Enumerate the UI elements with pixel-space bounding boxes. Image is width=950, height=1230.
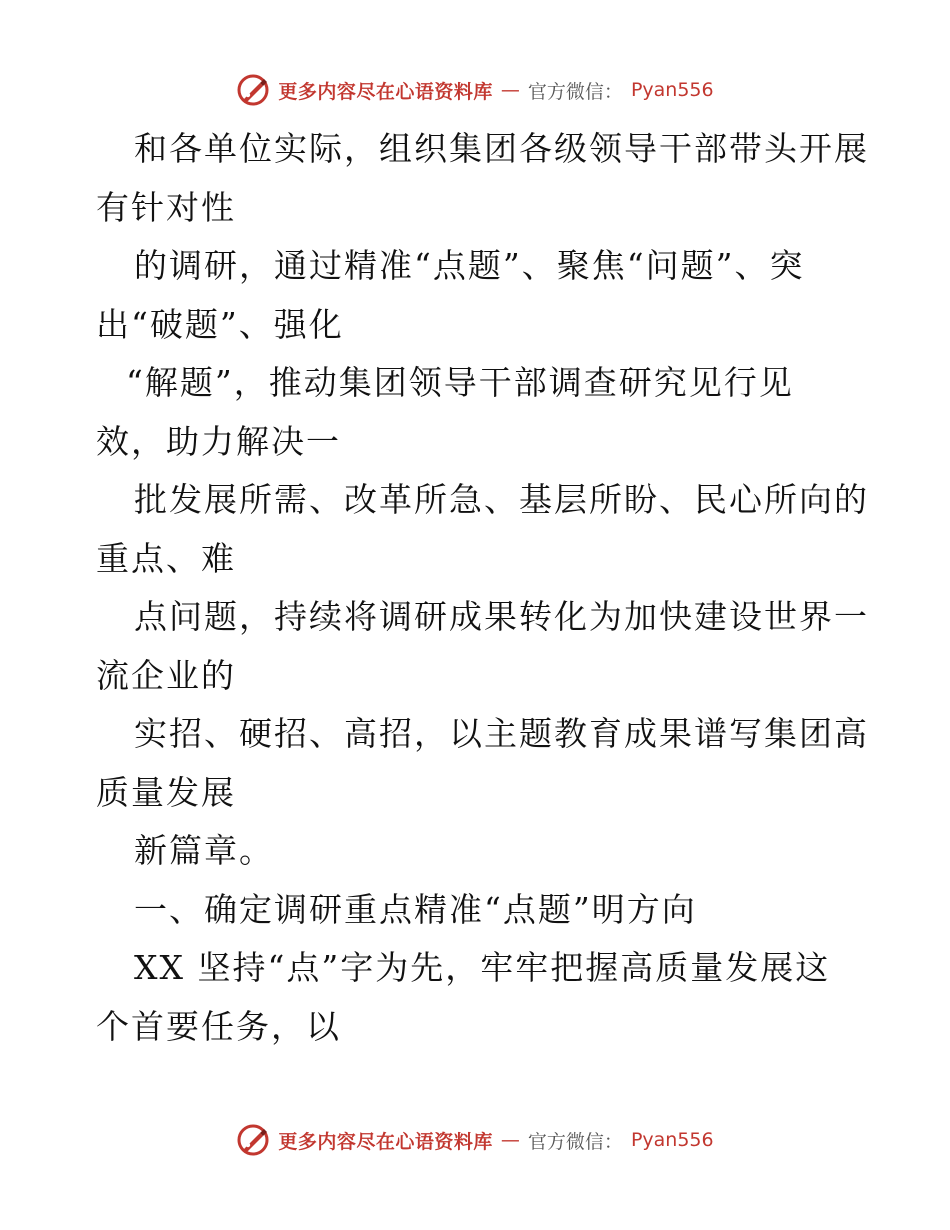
body-line: 实招、硬招、高招，以主题教育成果谱写集团高 <box>134 714 869 753</box>
body-line: 和各单位实际，组织集团各级领导干部带头开展 <box>134 129 869 168</box>
body-line: 质量发展 <box>96 772 236 812</box>
body-line: 新篇章。 <box>134 831 274 870</box>
body-line: 的调研，通过精准“点题”、聚焦“问题”、突 <box>134 246 805 285</box>
watermark-dash: — <box>500 79 520 101</box>
watermark-sub-text: 官方微信： <box>527 1130 623 1153</box>
body-line: 批发展所需、改革所急、基层所盼、民心所向的 <box>134 480 869 519</box>
body-line: 重点、难 <box>96 538 236 578</box>
watermark-id: Pyan556 <box>630 79 714 101</box>
body-line: 个首要任务，以 <box>96 1006 341 1046</box>
footer-watermark <box>0 1120 950 1160</box>
body-line: 效，助力解决一 <box>96 421 341 461</box>
header-watermark <box>0 70 950 110</box>
body-line: 有针对性 <box>96 187 236 227</box>
document-body <box>96 120 869 1056</box>
watermark-sub-text: 官方微信： <box>527 80 623 103</box>
watermark-id: Pyan556 <box>630 1129 714 1151</box>
body-line: XX 坚持“点”字为先，牢牢把握高质量发展这 <box>134 948 831 987</box>
body-line: “解题”，推动集团领导干部调查研究见行见 <box>126 363 794 402</box>
body-line: 点问题，持续将调研成果转化为加快建设世界一 <box>134 597 869 636</box>
body-line: 出“破题”、强化 <box>96 304 344 344</box>
watermark-main-text: 更多内容尽在心语资料库 <box>278 1130 493 1153</box>
watermark-dash: — <box>500 1129 520 1151</box>
watermark-main-text: 更多内容尽在心语资料库 <box>278 80 493 103</box>
section-heading: 一、确定调研重点精准“点题”明方向 <box>134 889 697 929</box>
pen-logo-icon <box>236 73 270 107</box>
body-line: 流企业的 <box>96 655 236 695</box>
pen-logo-icon <box>236 1123 270 1157</box>
